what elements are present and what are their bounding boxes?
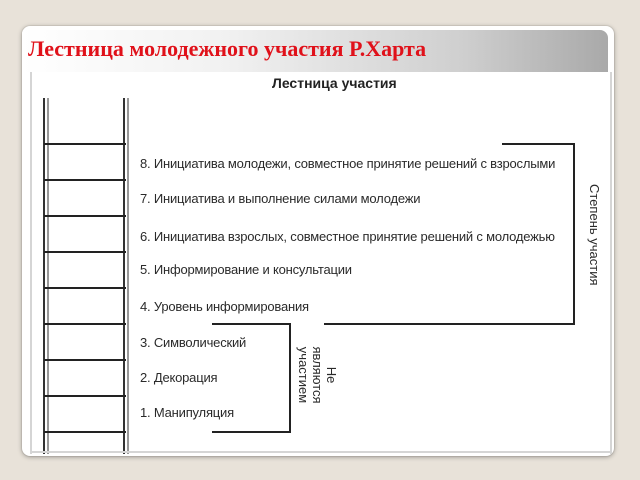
level-7-label: 7. Инициатива и выполнение силами молодежи: [140, 191, 421, 206]
non-participation-line2: участием: [296, 346, 311, 404]
non-participation-label: [296, 340, 338, 410]
level-5-label: 5. Информирование и консультации: [140, 262, 352, 277]
slide-card: [22, 26, 614, 456]
level-2-label: 2. Декорация: [140, 370, 218, 385]
participation-degree-label: Степень участия: [587, 184, 602, 286]
non-participation-line1: Не являются: [310, 346, 339, 404]
level-1-label: 1. Манипуляция: [140, 405, 234, 420]
diagram-title: Лестница участия: [272, 75, 397, 91]
level-6-label: 6. Инициатива взрослых, совместное принятие решений с молодежью: [140, 229, 555, 244]
level-3-label: 3. Символический: [140, 335, 247, 350]
level-8-label: 8. Инициатива молодежи, совместное принятие решений с взрослыми: [140, 156, 556, 171]
slide-title: Лестница молодежного участия Р.Харта: [28, 36, 427, 61]
level-4-label: 4. Уровень информирования: [140, 299, 309, 314]
diagram-panel: [30, 72, 612, 454]
